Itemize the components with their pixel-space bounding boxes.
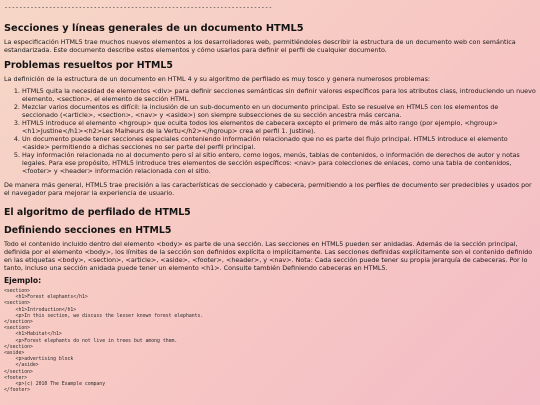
list-item: 3. HTML5 introduce el elemento <hgroup> que oculta todos los elementos de cabecera excepto el primero de más alto rango (por ejemplo, <hgroup><h1>Justine</h1><h2>Les Malheurs de la Vertu</h2></hgroup> crea el perfil 1. Justine).	[22, 119, 536, 135]
problems-intro: La definición de la estructura de un documento en HTML 4 y su algoritmo de perfilado es muy tosco y genera numerosos problemas:	[4, 75, 431, 83]
page-title: Secciones y líneas generales de un documento HTML5	[4, 23, 304, 34]
list-item: 2. Mezclar varios documentos es difícil: la inclusión de un sub-documento en un documento principal. Esto se resuelve en HTML5 con los elementos de seccionado (<article>, <section>, <nav> y <aside>) son siempre subsecciones de su sección ancestra más cercana.	[22, 103, 536, 119]
problems-conclusion: De manera más general, HTML5 trae precisión a las características de seccionado y cabecera, permitiendo a los perfiles de documento ser predecibles y usados por el navegador para mejorar la experiencia de usuario.	[4, 181, 532, 197]
example-heading: Ejemplo:	[4, 276, 42, 285]
algorithm-heading: El algoritmo de perfilado de HTML5	[4, 207, 191, 218]
defining-heading: Definiendo secciones en HTML5	[4, 225, 172, 236]
list-item: 4. Un documento puede tener secciones especiales conteniendo información relacionado que no es parte del flujo principal. HTML5 introduce el elemento <aside> permitiendo a dichas secciones no ser parte del perfil principal.	[22, 135, 536, 151]
problems-list	[4, 87, 536, 175]
problems-heading: Problemas resueltos por HTML5	[4, 60, 173, 71]
example-code-block: <section> <h1>Forest elephants</h1> <section> <h1>Introduction</h1> <p>In this section, we discuss the lesser known forest elephants. </section> <section> <h1>Habitat</h1> <p>Forest elephants do not live in trees but among them. </section> <aside> <p>advertising block </aside> </section> <footer> <p>(c) 2010 The Example company </footer>	[4, 289, 204, 394]
defining-paragraph: Todo el contenido incluido dentro del elemento <body> es parte de una sección. Las secciones en HTML5 pueden ser anidadas. Además de la sección principal, definida por el elemento <body>, los límites de la sección son definidos explícita o implícitamente. Las secciones definidas explícitamente son el contenido definido en las etiquetas <body>, <section>, <article>, <aside>, <footer>, <header>, y <nav>. Nota: Cada sección puede tener su propia jerarquía de cabeceras. Por lo tanto, incluso una sección anidada puede tener un elemento <h1>. Consulte también Definiendo cabeceras en HTML5.	[4, 240, 533, 272]
list-item: 5. Hay información relacionada no al documento pero sí al sitio entero, como logos, menús, tablas de contenidos, o información de derechos de autor y notas legales. Para ese propósito, HTML5 introduce tres elementos de sección específicos: <nav> para colecciones de enlaces, como una tabla de contenidos, <footer> y <header> información relacionada con el sitio.	[22, 151, 536, 175]
intro-paragraph: La especificación HTML5 trae muchos nuevos elementos a los desarrolladores web, permitiéndoles describir la estructura de un documento web con semántica estandarizada. Este documento describe estos elementos y cómo usarlos para definir el perfil de cualquier documento.	[4, 38, 516, 54]
list-item: 1. HTML5 quita la necesidad de elementos <div> para definir secciones semánticas sin definir valores específicos para los atributos class, introduciendo un nuevo elemento, <section>, el elemento de sección HTML.	[22, 87, 536, 103]
separator-line: ------------------------------------------------------------------------	[4, 4, 273, 11]
